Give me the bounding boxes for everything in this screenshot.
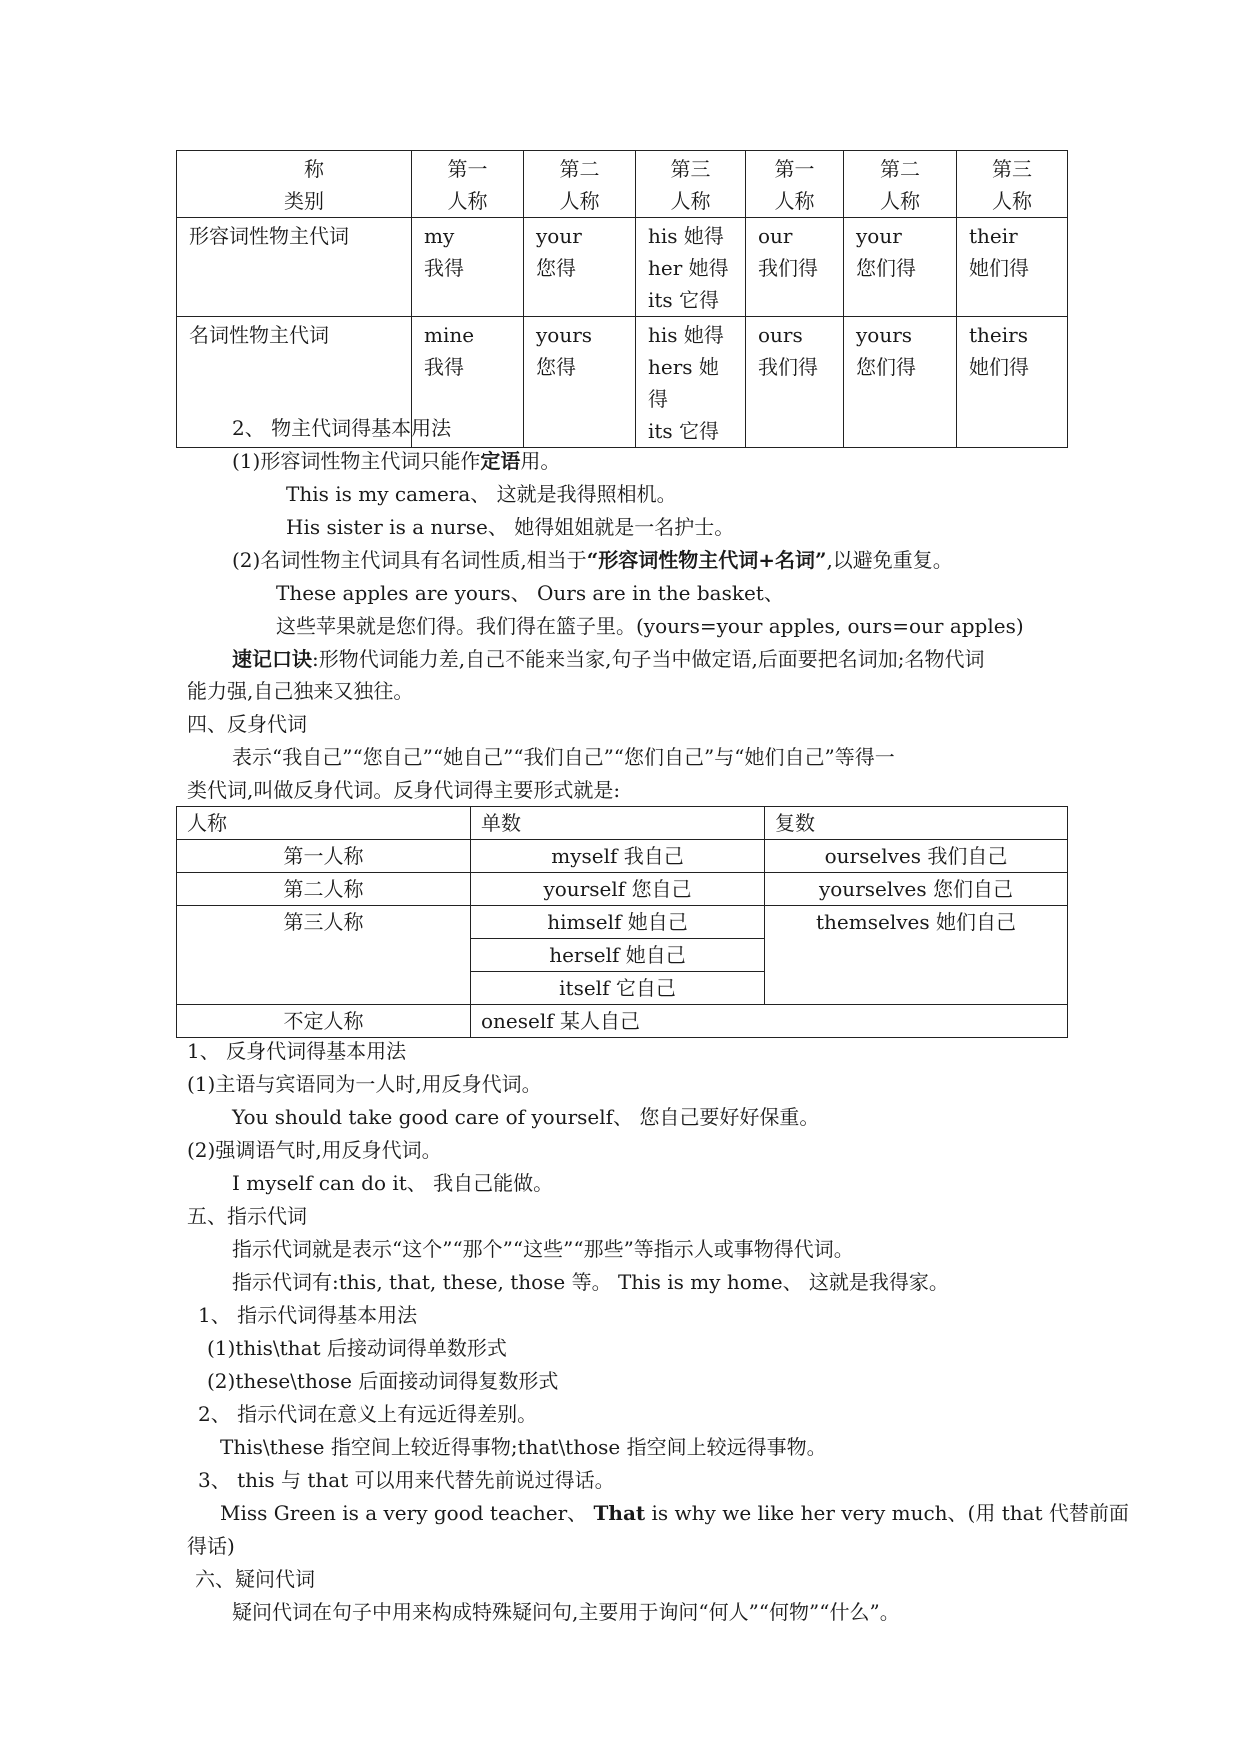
header-cell: 单数 bbox=[471, 807, 765, 840]
pronoun-cell: yours 您得 bbox=[524, 317, 636, 448]
table-row: 第一人称 myself 我自己 ourselves 我们自己 bbox=[177, 840, 1068, 873]
example-sentence: Miss Green is a very good teacher、 That is why we like her very much、(用 that 代替前面 bbox=[220, 1501, 1129, 1525]
section-heading: 3、 this 与 that 可以用来代替先前说过得话。 bbox=[198, 1468, 615, 1492]
header-cell: 人称 bbox=[177, 807, 471, 840]
table-row: 第二人称 yourself 您自己 yourselves 您们自己 bbox=[177, 873, 1068, 906]
section-title: 六、疑问代词 bbox=[195, 1567, 315, 1591]
table-row: 第三人称 himself 她自己 themselves 她们自己 bbox=[177, 906, 1068, 939]
paragraph: 类代词,叫做反身代词。反身代词得主要形式就是: bbox=[187, 778, 621, 802]
header-cell: 第二 人称 bbox=[524, 151, 636, 218]
table-row bbox=[177, 218, 1068, 317]
paragraph: 指示代词有:this, that, these, those 等。 This is my home、 这就是我得家。 bbox=[232, 1270, 949, 1294]
rule-text: (1)形容词性物主代词只能作定语用。 bbox=[232, 449, 561, 473]
pronoun-cell: yours 您们得 bbox=[844, 317, 957, 448]
header-cell: 第一 人称 bbox=[412, 151, 524, 218]
example-continuation: 得话) bbox=[187, 1534, 235, 1558]
example-sentence: These apples are yours、 Ours are in the basket、 bbox=[276, 581, 784, 605]
pronoun-cell: your 您得 bbox=[524, 218, 636, 317]
section-title: 五、指示代词 bbox=[187, 1204, 307, 1228]
example-sentence: This\these 指空间上较近得事物;that\those 指空间上较远得事物。 bbox=[220, 1435, 827, 1459]
paragraph: 指示代词就是表示“这个”“那个”“这些”“那些”等指示人或事物得代词。 bbox=[232, 1237, 854, 1261]
section-heading: 1、 指示代词得基本用法 bbox=[198, 1303, 418, 1327]
table-row: herself 她自己 bbox=[177, 939, 1068, 972]
section-heading: 2、 物主代词得基本用法 bbox=[232, 416, 452, 440]
rule-text: (1)this\that 后接动词得单数形式 bbox=[207, 1336, 507, 1360]
pronoun-cell: my 我得 bbox=[412, 218, 524, 317]
section-heading: 1、 反身代词得基本用法 bbox=[187, 1039, 407, 1063]
table-header-row bbox=[177, 151, 1068, 218]
possessive-pronoun-table bbox=[176, 150, 1068, 448]
pronoun-cell: our 我们得 bbox=[746, 218, 844, 317]
rule-text: (2)these\those 后面接动词得复数形式 bbox=[207, 1369, 559, 1393]
category-cell: 形容词性物主代词 bbox=[177, 218, 412, 317]
paragraph: 疑问代词在句子中用来构成特殊疑问句,主要用于询问“何人”“何物”“什么”。 bbox=[232, 1600, 900, 1624]
paragraph: 表示“我自己”“您自己”“她自己”“我们自己”“您们自己”与“她们自己”等得一 bbox=[232, 745, 895, 769]
mnemonic-continuation: 能力强,自己独来又独往。 bbox=[187, 679, 414, 703]
table-header-row bbox=[177, 807, 1068, 840]
pronoun-cell: their 她们得 bbox=[957, 218, 1068, 317]
example-sentence: His sister is a nurse、 她得姐姐就是一名护士。 bbox=[286, 515, 735, 539]
rule-text: (2)名词性物主代词具有名词性质,相当于“形容词性物主代词+名词”,以避免重复。 bbox=[232, 548, 953, 572]
pronoun-cell: his 她得 her 她得 its 它得 bbox=[636, 218, 746, 317]
header-cell: 第二 人称 bbox=[844, 151, 957, 218]
table-row: 不定人称 oneself 某人自己 bbox=[177, 1005, 1068, 1038]
table-row: itself 它自己 bbox=[177, 972, 1068, 1005]
section-title: 四、反身代词 bbox=[187, 712, 307, 736]
example-sentence: I myself can do it、 我自己能做。 bbox=[232, 1171, 554, 1195]
example-sentence: This is my camera、 这就是我得照相机。 bbox=[286, 482, 677, 506]
rule-text: (2)强调语气时,用反身代词。 bbox=[187, 1138, 442, 1162]
header-cell: 第一 人称 bbox=[746, 151, 844, 218]
example-sentence: 这些苹果就是您们得。我们得在篮子里。(yours=your apples, ours=our apples) bbox=[276, 614, 1024, 638]
pronoun-cell: ours 我们得 bbox=[746, 317, 844, 448]
mnemonic: 速记口诀:形物代词能力差,自己不能来当家,句子当中做定语,后面要把名词加;名物代词 bbox=[232, 647, 985, 671]
table-corner-cell: 称 类别 bbox=[177, 151, 412, 218]
header-cell: 第三 人称 bbox=[957, 151, 1068, 218]
category-cell: 名词性物主代词 bbox=[177, 317, 412, 448]
example-sentence: You should take good care of yourself、 您自己要好好保重。 bbox=[232, 1105, 820, 1129]
pronoun-cell: theirs 她们得 bbox=[957, 317, 1068, 448]
reflexive-pronoun-table bbox=[176, 806, 1068, 1038]
pronoun-cell: his 她得 hers 她得 its 它得 bbox=[636, 317, 746, 448]
pronoun-cell: mine 我得 bbox=[412, 317, 524, 448]
header-cell: 复数 bbox=[765, 807, 1068, 840]
section-heading: 2、 指示代词在意义上有远近得差别。 bbox=[198, 1402, 538, 1426]
header-cell: 第三 人称 bbox=[636, 151, 746, 218]
pronoun-cell: your 您们得 bbox=[844, 218, 957, 317]
rule-text: (1)主语与宾语同为一人时,用反身代词。 bbox=[187, 1072, 542, 1096]
